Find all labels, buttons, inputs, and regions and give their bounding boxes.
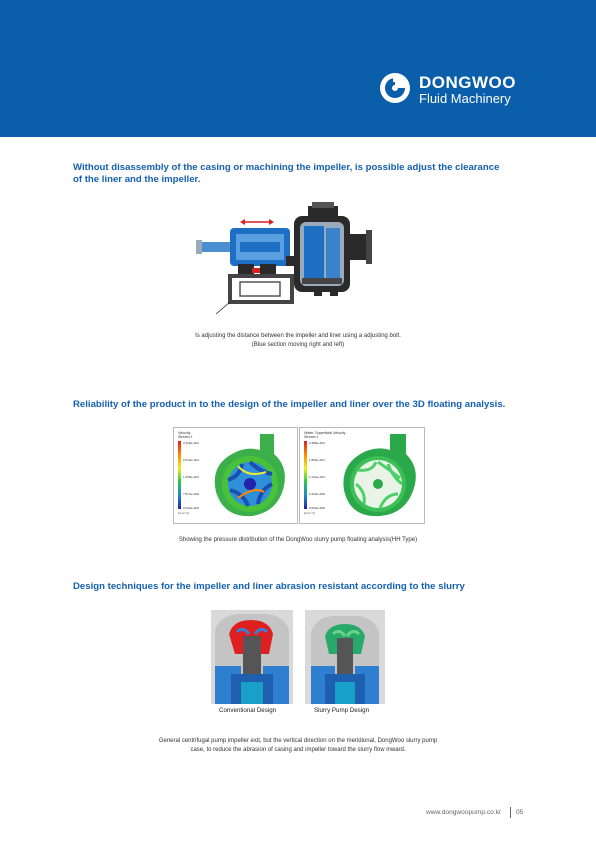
cfd-right-legend-value: 0.000e+000 [309, 506, 325, 510]
cfd-right-legend-value: 6.220e+000 [309, 492, 325, 496]
cfd-right-colorbar [304, 441, 307, 509]
cfd-right-unit: [m s^-1] [304, 511, 315, 515]
cfd-velocity-image [208, 432, 294, 520]
section2-heading: Reliability of the product in to the design of the impeller and liner over the 3D floating analysis. [73, 399, 506, 410]
cfd-left-title-line2: Stream 1 [178, 435, 193, 439]
brand-name: DONGWOO [419, 73, 516, 92]
cfd-superficial-velocity-panel [299, 427, 425, 524]
section3-caption-line2: case, to reduce the abrasion of casing and impeller toward the slurry flow inward. [190, 747, 406, 753]
cfd-left-title-line1: Velocity [178, 431, 191, 435]
pump-cross-section-figure [190, 198, 390, 318]
section2-caption: Showing the pressure distribution of the DongWoo slurry pump floating analysis(HH Type) [178, 537, 418, 543]
header-banner [0, 0, 596, 137]
cfd-left-unit: [m s^-1] [178, 511, 189, 515]
section3-heading: Design techniques for the impeller and liner abrasion resistant according to the slurry [73, 581, 465, 592]
conventional-design-image [211, 610, 293, 704]
cfd-right-title-line1: Water. Superficial Velocity [304, 431, 346, 435]
cfd-left-legend-value: 7.874e+000 [183, 492, 199, 496]
cfd-velocity-panel [173, 427, 298, 524]
section1-heading [73, 162, 499, 186]
cfd-left-legend-value: 3.318e+001 [183, 441, 199, 445]
cfd-right-legend-value: 1.244e+001 [309, 475, 325, 479]
section1-caption-line2: (Blue section moving right and left) [251, 342, 345, 348]
cfd-left-legend-value: 1.658e+001 [183, 475, 199, 479]
section1-heading-line2: of the liner and the impeller. [73, 174, 201, 185]
section1-caption [120, 332, 476, 350]
section3-caption [118, 737, 478, 755]
section1-caption-line1: Is adjusting the distance between the impeller and liner using a adjusting bolt. [195, 333, 401, 339]
cfd-superficial-velocity-image [336, 432, 422, 520]
brand-subtitle: Fluid Machinery [419, 91, 511, 106]
cfd-left-legend-value: 0.000e+000 [183, 506, 199, 510]
cfd-left-title [178, 431, 193, 439]
cfd-right-legend-value: 1.866e+001 [309, 458, 325, 462]
section1-heading-line1: Without disassembly of the casing or machining the impeller, is possible adjust the clearance [73, 162, 500, 173]
dongwoo-logo-icon [379, 72, 411, 104]
footer-separator [510, 807, 511, 818]
slurry-pump-design-label: Slurry Pump Design [314, 707, 370, 714]
cfd-left-colorbar [178, 441, 181, 509]
footer-url: www.dongwoopump.co.kr [426, 809, 502, 816]
section3-caption-line1: General centrifugal pump impeller exit, but the vertical direction on the meridional, DongWoo slurry pump [158, 738, 438, 744]
cfd-right-legend-value: 2.488e+001 [309, 441, 325, 445]
slurry-pump-design-image [305, 610, 385, 704]
cfd-left-legend-value: 2.512e+001 [183, 458, 199, 462]
cfd-right-title-line2: Stream 1 [304, 435, 319, 439]
page-number: 05 [516, 809, 524, 816]
conventional-design-label: Conventional Design [219, 707, 277, 714]
